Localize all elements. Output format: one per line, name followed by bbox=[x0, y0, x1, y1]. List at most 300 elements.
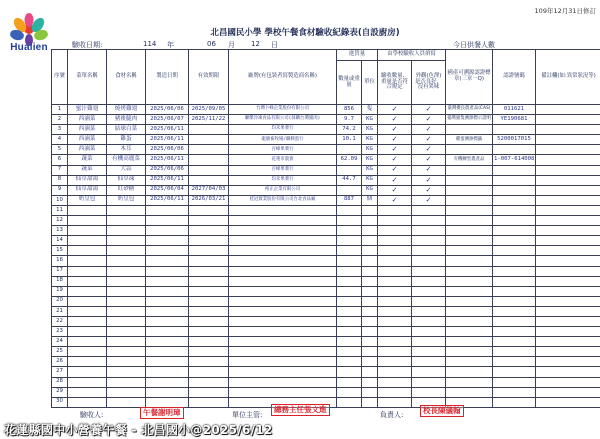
row-mfg-date bbox=[146, 286, 189, 296]
row-dish bbox=[68, 327, 107, 337]
row-food bbox=[107, 316, 146, 326]
row-seq: 16 bbox=[52, 256, 68, 266]
row-cert-no bbox=[493, 347, 536, 357]
col-brand: 廠牌(有包裝者寫製造商名稱) bbox=[229, 50, 337, 105]
row-unit bbox=[362, 205, 378, 215]
row-seq: 18 bbox=[52, 276, 68, 286]
row-expiry bbox=[189, 226, 229, 236]
row-quantity bbox=[337, 397, 362, 407]
row-brand bbox=[229, 296, 337, 306]
row-cert-no bbox=[493, 296, 536, 306]
table-row bbox=[52, 306, 600, 316]
table-row bbox=[52, 347, 600, 357]
row-food bbox=[107, 296, 146, 306]
row-origin-label bbox=[446, 185, 493, 195]
row-food bbox=[107, 216, 146, 226]
year-unit: 年 bbox=[167, 41, 174, 49]
row-remark bbox=[536, 397, 600, 407]
row-check-qty: ✓ bbox=[378, 195, 412, 205]
row-remark bbox=[536, 105, 600, 115]
row-seq: 7 bbox=[52, 165, 68, 175]
row-seq: 29 bbox=[52, 387, 68, 397]
row-food bbox=[107, 226, 146, 236]
row-unit bbox=[362, 246, 378, 256]
row-brand bbox=[229, 306, 337, 316]
row-unit: KG bbox=[362, 145, 378, 155]
row-check-odor bbox=[412, 286, 446, 296]
row-brand bbox=[229, 256, 337, 266]
row-brand bbox=[229, 216, 337, 226]
table-row bbox=[52, 276, 600, 286]
row-remark bbox=[536, 276, 600, 286]
logo-text: Hualien bbox=[10, 42, 48, 53]
row-quantity bbox=[337, 367, 362, 377]
row-check-odor: ✓ bbox=[412, 165, 446, 175]
col-quantity: 數量或重量 bbox=[337, 61, 362, 105]
row-check-qty bbox=[378, 347, 412, 357]
row-unit bbox=[362, 367, 378, 377]
row-unit: 隻 bbox=[362, 105, 378, 115]
row-quantity bbox=[337, 226, 362, 236]
row-remark bbox=[536, 236, 600, 246]
row-origin-label bbox=[446, 246, 493, 256]
row-unit bbox=[362, 306, 378, 316]
row-brand: 裕正企業有限公司 bbox=[229, 185, 337, 195]
row-check-odor bbox=[412, 367, 446, 377]
row-expiry bbox=[189, 316, 229, 326]
row-cert-no bbox=[493, 357, 536, 367]
row-cert-no bbox=[493, 226, 536, 236]
row-quantity: 62.09 bbox=[337, 155, 362, 165]
col-incoming: 進貨量 bbox=[337, 50, 378, 61]
row-brand bbox=[229, 276, 337, 286]
row-unit bbox=[362, 256, 378, 266]
table-row bbox=[52, 286, 600, 296]
row-seq: 3 bbox=[52, 125, 68, 135]
row-cert-no bbox=[493, 266, 536, 276]
row-unit: KG bbox=[362, 175, 378, 185]
row-quantity: 9.7 bbox=[337, 115, 362, 125]
row-origin-label bbox=[446, 276, 493, 286]
row-seq: 13 bbox=[52, 226, 68, 236]
row-seq: 27 bbox=[52, 367, 68, 377]
col-food: 食材名稱 bbox=[107, 50, 146, 105]
row-check-odor bbox=[412, 216, 446, 226]
row-origin-label bbox=[446, 195, 493, 205]
row-cert-no bbox=[493, 367, 536, 377]
row-mfg-date: 2025/06/11 bbox=[146, 155, 189, 165]
row-check-odor bbox=[412, 236, 446, 246]
table-row bbox=[52, 216, 600, 226]
row-food bbox=[107, 377, 146, 387]
row-mfg-date bbox=[146, 337, 189, 347]
row-seq: 5 bbox=[52, 145, 68, 155]
row-remark bbox=[536, 216, 600, 226]
row-origin-label bbox=[446, 367, 493, 377]
row-remark bbox=[536, 155, 600, 165]
row-food bbox=[107, 246, 146, 256]
row-check-odor: ✓ bbox=[412, 175, 446, 185]
row-remark bbox=[536, 115, 600, 125]
table-row bbox=[52, 165, 600, 175]
row-origin-label bbox=[446, 377, 493, 387]
table-row bbox=[52, 195, 600, 205]
row-food: 木耳 bbox=[107, 145, 146, 155]
row-quantity bbox=[337, 316, 362, 326]
row-mfg-date bbox=[146, 327, 189, 337]
row-brand bbox=[229, 236, 337, 246]
row-unit: 個 bbox=[362, 195, 378, 205]
row-check-qty bbox=[378, 226, 412, 236]
row-check-qty bbox=[378, 397, 412, 407]
day-unit: 日 bbox=[271, 41, 278, 49]
row-quantity: 10.1 bbox=[337, 135, 362, 145]
row-dish bbox=[68, 296, 107, 306]
row-check-odor: ✓ bbox=[412, 125, 446, 135]
row-remark bbox=[536, 185, 600, 195]
row-check-qty bbox=[378, 367, 412, 377]
row-mfg-date: 2025/06/11 bbox=[146, 195, 189, 205]
row-dish bbox=[68, 337, 107, 347]
row-remark bbox=[536, 226, 600, 236]
row-check-qty bbox=[378, 266, 412, 276]
row-seq: 21 bbox=[52, 306, 68, 316]
table-row bbox=[52, 316, 600, 326]
row-mfg-date bbox=[146, 357, 189, 367]
row-expiry bbox=[189, 367, 229, 377]
row-seq: 14 bbox=[52, 236, 68, 246]
row-cert-no bbox=[493, 316, 536, 326]
row-check-qty: ✓ bbox=[378, 185, 412, 195]
row-check-qty bbox=[378, 316, 412, 326]
row-food bbox=[107, 306, 146, 316]
row-brand bbox=[229, 316, 337, 326]
row-remark bbox=[536, 205, 600, 215]
row-brand: 台灣卜蜂企業股份有限公司 bbox=[229, 105, 337, 115]
row-remark bbox=[536, 347, 600, 357]
inspector-label: 驗收人: bbox=[80, 411, 104, 419]
row-brand: 龍儀畜牧場/聯興蛋行 bbox=[229, 135, 337, 145]
row-food: 豬後腿肉 bbox=[107, 115, 146, 125]
row-quantity bbox=[337, 296, 362, 306]
row-dish: 西滷菜 bbox=[68, 145, 107, 155]
check-year: 114 bbox=[143, 40, 157, 48]
row-seq: 22 bbox=[52, 316, 68, 326]
row-seq: 2 bbox=[52, 115, 68, 125]
row-cert-no bbox=[493, 165, 536, 175]
row-dish bbox=[68, 205, 107, 215]
row-food: 雞蛋 bbox=[107, 135, 146, 145]
row-cert-no: YE190681 bbox=[493, 115, 536, 125]
row-check-odor bbox=[412, 387, 446, 397]
row-check-odor bbox=[412, 337, 446, 347]
row-cert-no bbox=[493, 286, 536, 296]
row-seq: 19 bbox=[52, 286, 68, 296]
row-quantity bbox=[337, 236, 362, 246]
row-quantity: 44.7 bbox=[337, 175, 362, 185]
row-brand bbox=[229, 347, 337, 357]
col-unit: 單位 bbox=[362, 61, 378, 105]
row-remark bbox=[536, 316, 600, 326]
row-remark bbox=[536, 296, 600, 306]
row-check-odor: ✓ bbox=[412, 135, 446, 145]
row-brand bbox=[229, 286, 337, 296]
inspector-seal: 午餐謝明璋 bbox=[140, 407, 184, 419]
row-remark bbox=[536, 377, 600, 387]
row-seq: 8 bbox=[52, 175, 68, 185]
row-origin-label bbox=[446, 226, 493, 236]
row-quantity bbox=[337, 357, 362, 367]
row-expiry bbox=[189, 276, 229, 286]
row-mfg-date bbox=[146, 387, 189, 397]
row-dish: 奶皇包 bbox=[68, 195, 107, 205]
row-dish: 西滷菜 bbox=[68, 115, 107, 125]
row-dish bbox=[68, 266, 107, 276]
row-quantity bbox=[337, 276, 362, 286]
col-mfg-date: 製造日期 bbox=[146, 50, 189, 105]
page-title: 北昌國民小學 學校午餐食材驗收紀錄表(自設廚房) bbox=[210, 28, 400, 38]
check-date-label: 驗收日期: bbox=[72, 41, 103, 49]
row-quantity bbox=[337, 337, 362, 347]
row-dish bbox=[68, 246, 107, 256]
row-remark bbox=[536, 337, 600, 347]
row-check-odor bbox=[412, 276, 446, 286]
row-check-qty bbox=[378, 337, 412, 347]
row-remark bbox=[536, 125, 600, 135]
row-seq: 12 bbox=[52, 216, 68, 226]
row-dish: 西滷菜 bbox=[68, 135, 107, 145]
row-quantity bbox=[337, 216, 362, 226]
row-check-odor bbox=[412, 205, 446, 215]
row-remark bbox=[536, 246, 600, 256]
row-expiry bbox=[189, 155, 229, 165]
row-brand: 百峰果菜行 bbox=[229, 165, 337, 175]
row-origin-label bbox=[446, 216, 493, 226]
row-unit bbox=[362, 296, 378, 306]
table-row bbox=[52, 226, 600, 236]
row-brand bbox=[229, 357, 337, 367]
row-remark bbox=[536, 387, 600, 397]
table-row bbox=[52, 115, 600, 125]
row-unit bbox=[362, 347, 378, 357]
row-food: 大蒜 bbox=[107, 165, 146, 175]
row-brand: 桂冠實業股份有限公司台北食品廠 bbox=[229, 195, 337, 205]
row-remark bbox=[536, 145, 600, 155]
row-dish bbox=[68, 347, 107, 357]
row-dish bbox=[68, 226, 107, 236]
row-quantity bbox=[337, 347, 362, 357]
row-food: 紅砂糖 bbox=[107, 185, 146, 195]
col-cert-no: 認證號碼 bbox=[493, 50, 536, 105]
row-mfg-date: 2025/06/06 bbox=[146, 105, 189, 115]
row-brand bbox=[229, 266, 337, 276]
row-check-qty bbox=[378, 216, 412, 226]
row-check-qty bbox=[378, 357, 412, 367]
row-cert-no bbox=[493, 145, 536, 155]
row-origin-label bbox=[446, 337, 493, 347]
row-brand bbox=[229, 367, 337, 377]
row-check-qty bbox=[378, 276, 412, 286]
row-mfg-date: 2025/06/11 bbox=[146, 175, 189, 185]
row-check-qty bbox=[378, 387, 412, 397]
row-food bbox=[107, 327, 146, 337]
row-cert-no bbox=[493, 327, 536, 337]
row-mfg-date bbox=[146, 316, 189, 326]
row-mfg-date bbox=[146, 246, 189, 256]
row-remark bbox=[536, 175, 600, 185]
row-quantity bbox=[337, 306, 362, 316]
table-row bbox=[52, 205, 600, 215]
row-seq: 9 bbox=[52, 185, 68, 195]
row-check-qty bbox=[378, 296, 412, 306]
row-cert-no bbox=[493, 276, 536, 286]
row-cert-no bbox=[493, 175, 536, 185]
row-dish bbox=[68, 256, 107, 266]
row-mfg-date: 2025/06/07 bbox=[146, 115, 189, 125]
row-check-odor: ✓ bbox=[412, 185, 446, 195]
row-food: 奶皇包 bbox=[107, 195, 146, 205]
row-origin-label bbox=[446, 205, 493, 215]
table-row bbox=[52, 125, 600, 135]
row-origin-label bbox=[446, 387, 493, 397]
row-food bbox=[107, 276, 146, 286]
row-quantity: 887 bbox=[337, 195, 362, 205]
row-origin-label: 有機轉型農產品 bbox=[446, 155, 493, 165]
row-origin-label: 臺灣豬隻溯源標示證明 bbox=[446, 115, 493, 125]
row-mfg-date: 2025/06/11 bbox=[146, 125, 189, 135]
row-origin-label bbox=[446, 327, 493, 337]
row-origin-label bbox=[446, 347, 493, 357]
row-mfg-date bbox=[146, 205, 189, 215]
row-check-odor bbox=[412, 327, 446, 337]
row-quantity bbox=[337, 246, 362, 256]
row-unit bbox=[362, 327, 378, 337]
row-mfg-date: 2025/06/11 bbox=[146, 135, 189, 145]
row-expiry bbox=[189, 306, 229, 316]
row-origin-label bbox=[446, 256, 493, 266]
row-check-odor bbox=[412, 316, 446, 326]
row-seq: 24 bbox=[52, 337, 68, 347]
col-dish: 菜單名稱 bbox=[68, 50, 107, 105]
col-expiry: 有效期限 bbox=[189, 50, 229, 105]
row-dish bbox=[68, 276, 107, 286]
row-check-qty: ✓ bbox=[378, 125, 412, 135]
row-food bbox=[107, 256, 146, 266]
diners-label: 今日供餐人數 bbox=[453, 41, 495, 49]
col-seq: 序號 bbox=[52, 50, 68, 105]
row-unit bbox=[362, 377, 378, 387]
row-brand: 百峰果菜行 bbox=[229, 145, 337, 155]
row-remark bbox=[536, 306, 600, 316]
row-dish bbox=[68, 357, 107, 367]
row-check-odor: ✓ bbox=[412, 195, 446, 205]
row-expiry: 2027/04/03 bbox=[189, 185, 229, 195]
row-remark bbox=[536, 165, 600, 175]
row-mfg-date bbox=[146, 216, 189, 226]
row-check-qty: ✓ bbox=[378, 115, 412, 125]
row-check-odor: ✓ bbox=[412, 105, 446, 115]
table-row bbox=[52, 327, 600, 337]
row-seq: 4 bbox=[52, 135, 68, 145]
row-food bbox=[107, 266, 146, 276]
row-cert-no bbox=[493, 246, 536, 256]
row-unit: KG bbox=[362, 185, 378, 195]
row-expiry bbox=[189, 347, 229, 357]
row-origin-label bbox=[446, 165, 493, 175]
row-check-qty: ✓ bbox=[378, 105, 412, 115]
row-mfg-date bbox=[146, 347, 189, 357]
table-row bbox=[52, 175, 600, 185]
row-seq: 17 bbox=[52, 266, 68, 276]
row-check-qty: ✓ bbox=[378, 165, 412, 175]
row-mfg-date bbox=[146, 306, 189, 316]
check-day: 12 bbox=[251, 40, 260, 48]
supervisor-label: 單位主管: bbox=[232, 411, 263, 419]
row-mfg-date bbox=[146, 236, 189, 246]
row-seq: 23 bbox=[52, 327, 68, 337]
row-dish: 蜜汁雞翅 bbox=[68, 105, 107, 115]
row-expiry bbox=[189, 357, 229, 367]
row-check-odor bbox=[412, 306, 446, 316]
row-brand bbox=[229, 327, 337, 337]
table-row bbox=[52, 105, 600, 115]
row-mfg-date bbox=[146, 377, 189, 387]
row-seq: 25 bbox=[52, 347, 68, 357]
row-brand: 均禾果菜行 bbox=[229, 175, 337, 185]
row-seq: 26 bbox=[52, 357, 68, 367]
row-expiry bbox=[189, 175, 229, 185]
row-seq: 15 bbox=[52, 246, 68, 256]
row-unit bbox=[362, 316, 378, 326]
row-check-qty: ✓ bbox=[378, 155, 412, 165]
row-check-qty: ✓ bbox=[378, 175, 412, 185]
row-expiry bbox=[189, 327, 229, 337]
row-expiry bbox=[189, 266, 229, 276]
row-mfg-date bbox=[146, 226, 189, 236]
row-expiry bbox=[189, 387, 229, 397]
row-brand bbox=[229, 246, 337, 256]
table-row bbox=[52, 185, 600, 195]
row-food bbox=[107, 286, 146, 296]
row-unit bbox=[362, 397, 378, 407]
check-month: 06 bbox=[207, 40, 216, 48]
row-cert-no bbox=[493, 195, 536, 205]
row-expiry bbox=[189, 216, 229, 226]
row-brand bbox=[229, 226, 337, 236]
row-dish bbox=[68, 377, 107, 387]
row-cert-no: 011621 bbox=[493, 105, 536, 115]
row-quantity bbox=[337, 205, 362, 215]
row-origin-label bbox=[446, 316, 493, 326]
row-seq: 30 bbox=[52, 397, 68, 407]
row-unit bbox=[362, 276, 378, 286]
row-cert-no bbox=[493, 205, 536, 215]
row-expiry bbox=[189, 145, 229, 155]
table-row bbox=[52, 337, 600, 347]
row-brand: 均禾果菜行 bbox=[229, 125, 337, 135]
row-cert-no bbox=[493, 236, 536, 246]
row-origin-label bbox=[446, 306, 493, 316]
row-food bbox=[107, 347, 146, 357]
row-remark bbox=[536, 357, 600, 367]
row-expiry bbox=[189, 236, 229, 246]
row-dish bbox=[68, 216, 107, 226]
row-quantity bbox=[337, 256, 362, 266]
row-seq: 10 bbox=[52, 195, 68, 205]
row-mfg-date: 2025/06/06 bbox=[146, 145, 189, 155]
row-seq: 1 bbox=[52, 105, 68, 115]
table-row bbox=[52, 387, 600, 397]
